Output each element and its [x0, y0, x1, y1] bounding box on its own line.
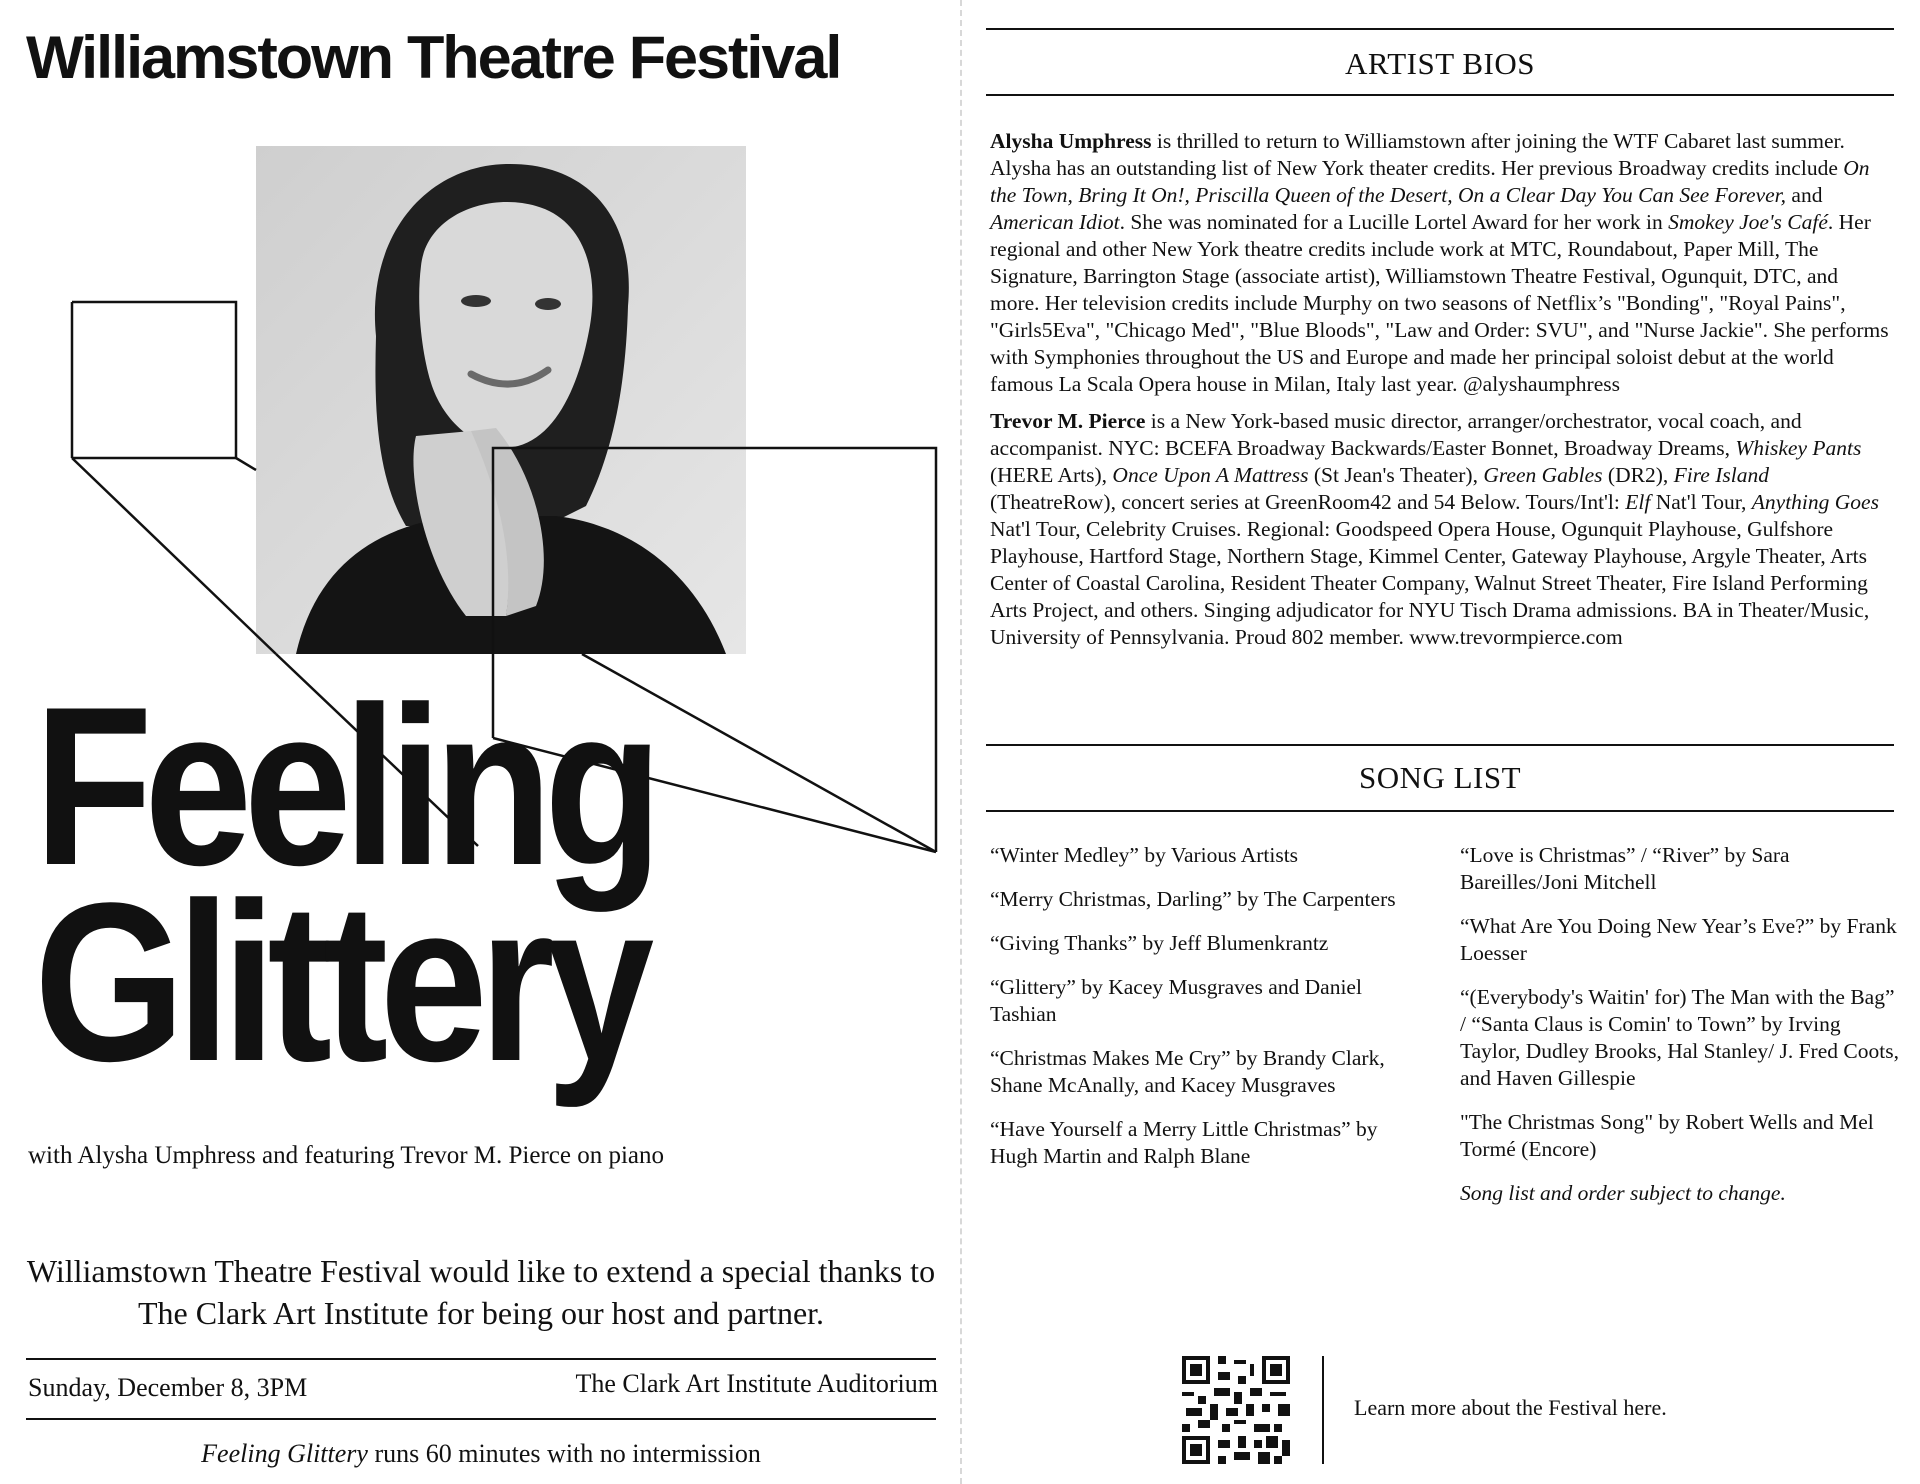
show-title-line-1: Feeling — [34, 659, 655, 912]
song-list-heading: SONG LIST — [1358, 760, 1522, 795]
bios-rule-top — [986, 28, 1894, 30]
song-list-right — [1460, 842, 1900, 1224]
bio-text: . Her regional and other New York theatre credits include work at MTC, Roundabout, Paper Mill, The Signature, Barrington Stage (associate artist), Williamstown Theatre Festival, Ogunquit, DTC, and more. Her television credits include Murphy on two seasons of Netflix’s "Bonding", "Royal Pains", "Girls5Eva", "Chicago Med", "Blue Bloods", "Law and Order: SVU", and "Nurse Jackie". She performs with Symphonies throughout the US and Europe and made her principal soloist debut at the world famous La Scala Opera house in Milan, Italy last year. @alyshaumphress — [990, 210, 1889, 396]
song-item: “Winter Medley” by Various Artists — [990, 843, 1299, 867]
bio-text: Nat'l Tour, — [1650, 490, 1752, 514]
song-item: "The Christmas Song" by Robert Wells and Mel Tormé (Encore) — [1460, 1110, 1874, 1161]
song-list-left — [990, 842, 1430, 1187]
qr-code-icon[interactable] — [1182, 1356, 1290, 1464]
event-date: Sunday, December 8, 3PM — [28, 1373, 308, 1402]
show-title — [34, 659, 825, 1108]
divider-bottom — [26, 1418, 936, 1420]
bio-credit-title: Smokey Joe's Café — [1668, 210, 1828, 234]
bio-credit-title: Elf — [1625, 490, 1651, 514]
song-item: “Have Yourself a Merry Little Christmas” by Hugh Martin and Ralph Blane — [990, 1117, 1378, 1168]
bio-text: . She was nominated for a Lucille Lortel Award for her work in — [1119, 210, 1669, 234]
artist-name: Alysha Umphress — [990, 129, 1152, 153]
artist-name: Trevor M. Pierce — [990, 409, 1146, 433]
show-subtitle: with Alysha Umphress and featuring Trevor M. Pierce on piano — [28, 1142, 665, 1169]
song-item: “(Everybody's Waitin' for) The Man with the Bag” / “Santa Claus is Comin' to Town” by Irving Taylor, Dudley Brooks, Hal Stanley/ J. Fred Coots, and Haven Gillespie — [1460, 985, 1899, 1090]
bio-text: is thrilled to return to Williamstown after joining the WTF Cabaret last summer. Alysha has an outstanding list of New York theater credits. Her previous Broadway credits include — [990, 129, 1845, 180]
divider-top — [26, 1358, 936, 1360]
bio-credit-title: Green Gables — [1483, 463, 1603, 487]
song-item: “Love is Christmas” / “River” by Sara Bareilles/Joni Mitchell — [1460, 843, 1790, 894]
runtime-text: runs 60 minutes with no intermission — [367, 1439, 761, 1468]
song-item: “Christmas Makes Me Cry” by Brandy Clark, Shane McAnally, and Kacey Musgraves — [990, 1046, 1385, 1097]
bio-text: (TheatreRow), concert series at GreenRoom42 and 54 Below. Tours/Int'l: — [990, 490, 1626, 514]
artist-bio — [990, 408, 1890, 651]
show-title-line-2: Glittery — [34, 855, 646, 1108]
event-venue: The Clark Art Institute Auditorium — [575, 1369, 938, 1398]
bio-text: and — [1786, 183, 1823, 207]
bio-credit-title: Once Upon A Mattress — [1112, 463, 1309, 487]
song-item: “Giving Thanks” by Jeff Blumenkrantz — [990, 931, 1329, 955]
bio-credit-title: Whiskey Pants — [1735, 436, 1862, 460]
bio-text: is a New York-based music director, arranger/orchestrator, vocal coach, and accompanist. NYC: BCEFA Broadway Backwards/Easter Bonnet, Broadway Dreams, — [990, 409, 1802, 460]
songs-rule-top — [986, 744, 1894, 746]
bio-credit-title: Fire Island — [1673, 463, 1769, 487]
thanks-message: Williamstown Theatre Festival would like to extend a special thanks to The Clark Art Institute for being our host and partner. — [26, 1253, 936, 1331]
qr-divider — [1322, 1356, 1324, 1464]
song-list-note: Song list and order subject to change. — [1460, 1181, 1786, 1205]
song-item: “What Are You Doing New Year’s Eve?” by Frank Loesser — [1460, 914, 1897, 965]
artist-bios — [990, 128, 1890, 661]
bio-text: Nat'l Tour, Celebrity Cruises. Regional: Goodspeed Opera House, Ogunquit Playhouse, Gulfshore Playhouse, Hartford Stage, Northern Stage, Kimmel Center, Gateway Playhouse, Argyle Theater, Arts Center of Coastal Carolina, Resident Theater Company, Walnut Street Theater, Fire Island Performing Arts Project, and others. Singing adjudicator for NYU Tisch Drama admissions. BA in Theater/Music, University of Pennsylvania. Proud 802 member. www.trevormpierce.com — [990, 517, 1870, 649]
artist-bio — [990, 128, 1890, 398]
song-item: “Merry Christmas, Darling” by The Carpenters — [990, 887, 1396, 911]
bios-rule-bottom — [986, 94, 1894, 96]
song-item: “Glittery” by Kacey Musgraves and Daniel Tashian — [990, 975, 1362, 1026]
bio-text: (HERE Arts), — [990, 463, 1113, 487]
bio-credit-title: On the Town, Bring It On!, Priscilla Queen of the Desert, On a Clear Day You Can See Forever, — [990, 156, 1870, 207]
runtime-show-title: Feeling Glittery — [201, 1439, 368, 1468]
bio-credit-title: American Idiot — [990, 210, 1120, 234]
festival-title: Williamstown Theatre Festival — [26, 24, 841, 91]
bio-credit-title: Anything Goes — [1751, 490, 1879, 514]
learn-more-link[interactable]: Learn more about the Festival here. — [1354, 1395, 1667, 1420]
bio-text: (St Jean's Theater), — [1308, 463, 1484, 487]
runtime-note — [26, 1438, 936, 1470]
bio-text: (DR2), — [1602, 463, 1674, 487]
songs-rule-bottom — [986, 810, 1894, 812]
artist-bios-heading: ARTIST BIOS — [1345, 46, 1535, 81]
right-page — [960, 0, 1920, 1484]
